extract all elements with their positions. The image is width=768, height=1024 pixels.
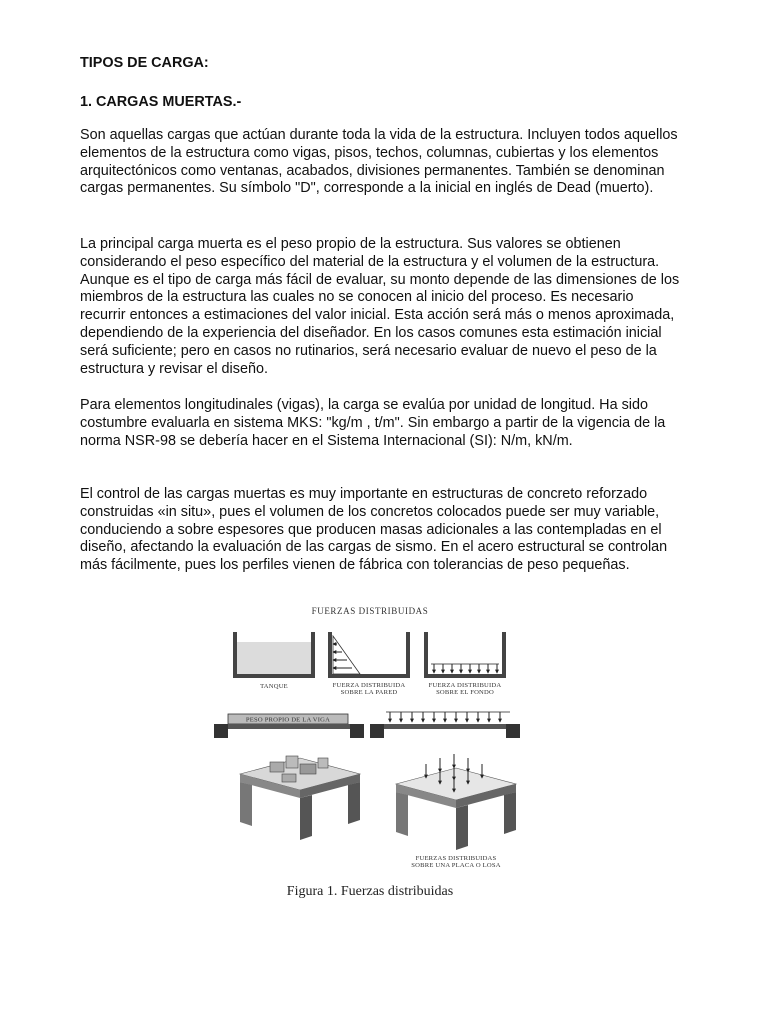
table-blocks-diagram xyxy=(240,756,360,840)
svg-text:SOBRE LA PARED: SOBRE LA PARED xyxy=(340,689,398,696)
paragraph-2: La principal carga muerta es el peso propio de la estructura. Sus valores se obtienen considerando el peso específico del material de la estructura y el volumen de la estructura. Aunque es el tipo de carga más fácil de evaluar, su monto depende de las dimensiones de los miembros de la estructura las cuales no se conocen al inicio del proceso. Es necesario recurrir entonces a estimaciones del valor inicial. Esta acción será más o menos aproximada, dependiendo de la experiencia del diseñador. En los casos comunes esta estimación inicial será suficiente; pero en casos no rutinarios, será necesario evaluar de nuevo el peso de la estructura y revisar el diseño. xyxy=(80,236,680,377)
svg-text:SOBRE UNA PLACA O LOSA: SOBRE UNA PLACA O LOSA xyxy=(411,862,501,869)
beam-label: PESO PROPIO DE LA VIGA xyxy=(245,716,331,724)
distributed-forces-figure xyxy=(200,598,540,903)
paragraph-4: El control de las cargas muertas es muy importante en estructuras de concreto reforzado construidas «in situ», pues el volumen de los concretos colocados puede ser muy variable, conduciendo a sobre espesores que producen masas adicionales a las contempladas en el diseño, afectando la evaluación de las cargas de sismo. En el acero estructural se controlan más fácilmente, pues los perfiles vienen de fábrica con tolerancias de peso pequeñas. xyxy=(80,486,668,574)
document-title: TIPOS DE CARGA: xyxy=(80,55,209,71)
table-forces-diagram xyxy=(396,754,516,850)
section-heading: 1. CARGAS MUERTAS.- xyxy=(80,94,242,110)
tank-diagram xyxy=(233,632,315,678)
beam-distributed-diagram xyxy=(370,712,520,738)
bottom-force-diagram xyxy=(424,632,506,678)
paragraph-3: Para elementos longitudinales (vigas), la carga se evalúa por unidad de longitud. Ha sido costumbre evaluarla en sistema MKS: "kg/m , t/m". Sin embargo a partir de la vigencia de la norma NSR-98 se debería hacer en el Sistema Internacional (SI): N/m, kN/m. xyxy=(80,397,666,449)
svg-text:FUERZAS DISTRIBUIDAS: FUERZAS DISTRIBUIDAS xyxy=(415,855,497,862)
wall-force-diagram xyxy=(328,632,410,678)
svg-text:SOBRE EL FONDO: SOBRE EL FONDO xyxy=(436,689,494,696)
figure-title: FUERZAS DISTRIBUIDAS xyxy=(311,606,429,616)
paragraph-1: Son aquellas cargas que actúan durante toda la vida de la estructura. Incluyen todos aquellos elementos de la estructura como vigas, pisos, techos, columnas, cubiertas y los elementos arquitectónicos como ventanas, acabados, divisiones permanentes. También se denominan cargas permanentes. Su símbolo "D", corresponde a la inicial en inglés de Dead (muerto). xyxy=(80,127,678,197)
svg-text:FUERZA DISTRIBUIDA: FUERZA DISTRIBUIDA xyxy=(332,682,406,689)
tank-label: TANQUE xyxy=(260,683,288,690)
figure-caption: Figura 1. Fuerzas distribuidas xyxy=(286,884,454,899)
svg-text:FUERZA DISTRIBUIDA: FUERZA DISTRIBUIDA xyxy=(428,682,502,689)
